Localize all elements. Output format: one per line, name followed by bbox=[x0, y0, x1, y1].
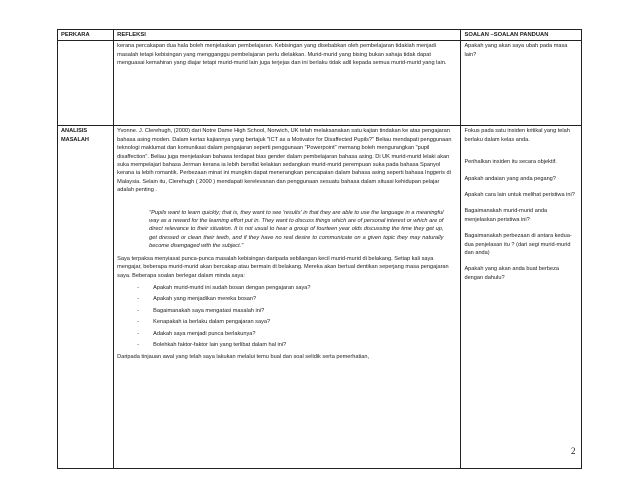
refleksi-cell bbox=[114, 126, 461, 469]
refleksi-paragraph-2: Saya terpaksa menyiasat punca-punca masalah kebisingan daripada sebilangan kecil murid-murid di belakang. Setiap kali saya mengajar, beberapa murid-murid akan bercakap atau bermain di belakang. Mereka akan bertual dentikan seperjang masa pengajaran saya. Beberapa soalan berlegar dalam minda saya: bbox=[117, 255, 449, 279]
refleksi-paragraph-1: Yvonne. J. Clerehugh, (2000) dari Notre Dame High School, Norwich, UK telah melaksanakan satu kajian tindakan ke atas pengajaran bahasa asing moden. Dalam kertas kajiannya yang bertajuk "ICT as a Motivator for Disaffected Pupils?" Beliau mendapati penggunaan teknologi maklumat dan komunikasi dalam pengajaran seperti penggunaan "Powerpoint" memang boleh mengurangkan "pupil disaffection". Beliau juga menjelaskan bahawa terdapat bias gender dalam pembelajaran bahasa asing. Di UK murid-murid lelaki akan suka mempelajari bahasa Jerman kerana ia lebih bersifat kelakian sedangkan murid-murid perempuan suka pada bahasa Spanyol kerana ia lebih romantik. Perbezaan minat ini mungkin dapat menerangkan pencapaian dalam bahasa asing seperti bahasa Inggeris di Malaysia. Selain itu, Clerehugh ( 2000 ) mendapati kerelevanan dan penggunaan sesuatu bahasa dalam situasi kehidupan pelajar adalah penting . bbox=[117, 128, 452, 194]
list-item: - Apakah yang menjadikan mereka bosan? bbox=[137, 296, 257, 303]
soalan-item: Bagaimanakah murid-murid anda menjelaskan peristiwa ini? bbox=[464, 208, 548, 223]
list-item: - Bagaimanakah saya mengatasi masalah ini? bbox=[137, 307, 265, 314]
soalan-item: Perihalkan insiden itu secara objektif. bbox=[464, 159, 557, 166]
page-number: 2 bbox=[571, 446, 576, 456]
perkara-label-masalah: MASALAH bbox=[61, 136, 89, 143]
list-item: - Apakah murid-murid ini sudah bosan dengan pengajaran saya? bbox=[137, 284, 311, 291]
soalan-item: Apakah andaian yang anda pegang? bbox=[464, 175, 556, 182]
perkara-cell bbox=[58, 126, 114, 469]
list-item: - Adakah saya menjadi punca berlakunya? bbox=[137, 330, 256, 337]
quotation-block: "Pupils want to learn quickly; that is, they want to see 'results' in that they are able to use the language in a meaningful way as a reward for the learning effort put in. They want to discuss things which are of personal interest or which are of direct relevance to their situation. It is not usual to hear a group of fourteen year olds discussing the time they get up, get dressed or clean their teeth, and if they have no real desire to communicate on a given topic they may naturally become disengaged with the subject." bbox=[149, 209, 444, 250]
header-perkara: PERKARA bbox=[58, 30, 114, 41]
reflection-table bbox=[57, 29, 582, 469]
perkara-label-analisis: ANALISIS bbox=[61, 128, 88, 135]
refleksi-cell bbox=[114, 41, 461, 126]
soalan-item: Bagaimanakah perbezaan di antara kedua-dua penjelasan itu ? (dari segi murid-murid dan anda) bbox=[464, 233, 572, 257]
list-item: - Bolehkah faktor-faktor lain yang terlibat dalam hal ini? bbox=[137, 341, 287, 348]
refleksi-paragraph: kerana percakapan dua hala boleh menjelaskan pembelajaran. Kebisingan yang disebabkan oleh pembelajaran tidaklah menjadi masalah tetapi kebisingan yang mengganggu pembelajaran perlu dielakkan. Murid-murid yang bising bukan sahaja tidak dapat menguasai kemahiran yang diajar tetapi murid-murid lain juga terjejas dan ini berlaku tidak adil kepada semua murid-murid yang lain. bbox=[117, 43, 447, 67]
question-list bbox=[117, 284, 457, 349]
table-row bbox=[58, 126, 582, 469]
soalan-item: Apakah cara lain untuk melihat peristiwa ini? bbox=[464, 192, 575, 199]
soalan-cell bbox=[461, 126, 582, 469]
soalan-text: Apakah yang akan saya ubah pada masa lain? bbox=[464, 43, 568, 58]
table-header-row bbox=[58, 30, 582, 41]
refleksi-paragraph-3: Daripada tinjauan awal yang telah saya lakukan melalui temu bual dan soal selidik serta pemerhatian, bbox=[117, 354, 370, 361]
list-item: - Kenapakah ia berlaku dalam pengajaran saya? bbox=[137, 319, 271, 326]
perkara-cell bbox=[58, 41, 114, 126]
header-refleksi: REFLEKSI bbox=[114, 30, 461, 41]
header-soalan-panduan: SOALAN –SOALAN PANDUAN bbox=[461, 30, 582, 41]
soalan-item: Apakah yang akan anda buat berbeza dengan dahulu? bbox=[464, 266, 560, 281]
table-row bbox=[58, 41, 582, 126]
soalan-cell bbox=[461, 41, 582, 126]
soalan-item: Fokus pada satu insiden kritikal yang telah berlaku dalam kelas anda. bbox=[464, 128, 570, 143]
